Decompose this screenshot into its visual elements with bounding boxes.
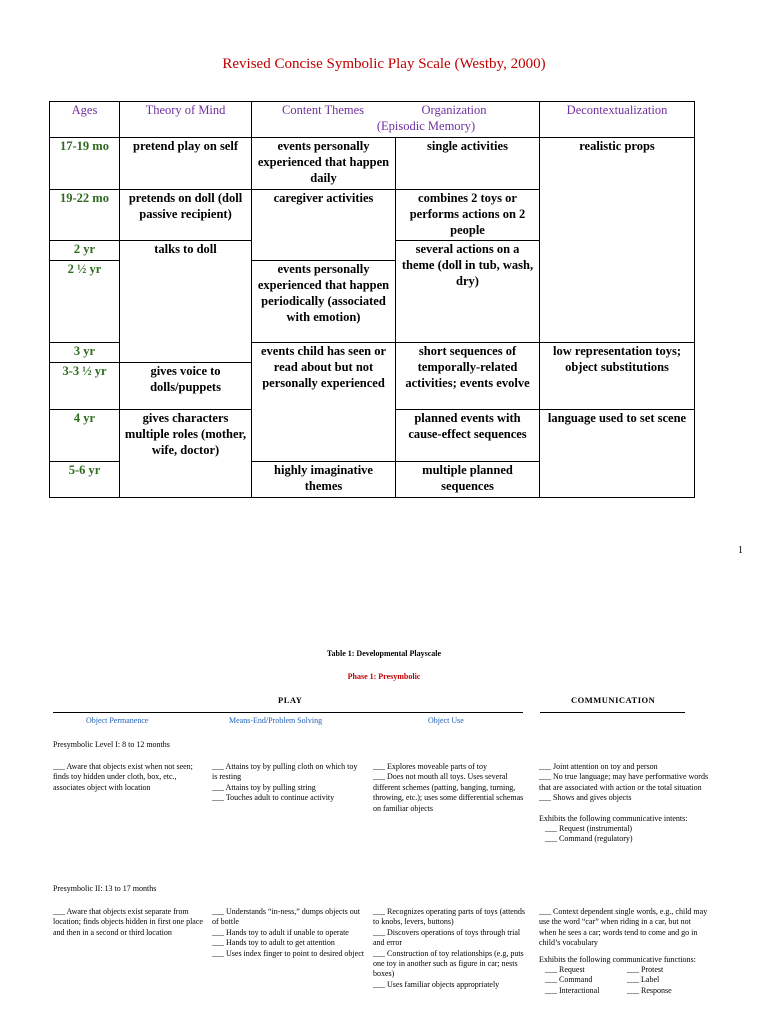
organization-cell: short sequences of temporally-related activities; events evolve: [396, 343, 540, 410]
level-heading: Presymbolic Level I: 8 to 12 months: [53, 740, 170, 749]
list-item: ___ Attains toy by pulling string: [212, 782, 316, 792]
header-theory-of-mind: Theory of Mind: [120, 102, 252, 138]
list-item: ___ Joint attention on toy and person: [539, 762, 658, 771]
subheader-object-permanence: Object Permanence: [86, 716, 149, 725]
table1-title: Table 1: Developmental Playscale: [326, 649, 442, 658]
age-cell: 17-19 mo: [50, 138, 120, 190]
age-cell: 3 yr: [50, 343, 120, 363]
list-item: ___ Understands “in-ness,” dumps objects out of bottle: [212, 907, 360, 927]
decontext-cell: low representation toys; object substitutions: [540, 343, 695, 410]
phase-heading: Phase 1: Presymbolic: [347, 672, 421, 681]
organization-cell: several actions on a theme (doll in tub, wash, dry): [396, 241, 540, 343]
header-ages: Ages: [50, 102, 120, 138]
communication-list: [539, 907, 709, 1024]
age-cell: 5-6 yr: [50, 462, 120, 498]
list-item: ___ Hands toy to adult if unable to operate: [212, 927, 349, 937]
content-cell: events child has seen or read about but not personally experienced: [252, 343, 396, 462]
organization-cell: multiple planned sequences: [396, 462, 540, 498]
header-decontextualization: Decontextualization: [540, 102, 695, 138]
list-item: ___ Uses index finger to point to desired object: [212, 948, 364, 958]
list-item: ___ Shows and gives objects: [539, 793, 632, 803]
list-item: ___ Request: [545, 965, 585, 975]
document-title: Revised Concise Symbolic Play Scale (Westby, 2000): [222, 56, 546, 72]
list-item: ___ Command (regulatory): [545, 834, 633, 844]
list-item: ___ Response: [627, 985, 672, 995]
list-item: ___ No true language; may have performative words that are associated with action or the total situation: [539, 772, 709, 792]
functions-label: Exhibits the following communicative functions:: [539, 954, 696, 964]
object-use-list: [373, 907, 531, 990]
list-item: ___ Hands toy to adult to get attention: [212, 938, 335, 948]
list-item: ___ Construction of toy relationships (e.g, puts one toy in another such as figure in car; nests boxes): [373, 948, 524, 979]
symbolic-play-table: [49, 101, 695, 498]
object-use-list: [373, 762, 528, 814]
list-item: ___ Request (instrumental): [545, 824, 633, 834]
communication-list: [539, 762, 714, 845]
header-organization: Organization: [396, 102, 540, 138]
play-rule: [53, 712, 523, 713]
list-item: ___ Recognizes operating parts of toys (attends to knobs, levers, buttons): [373, 907, 525, 927]
organization-cell: planned events with cause-effect sequences: [396, 410, 540, 462]
play-header: PLAY: [278, 695, 303, 705]
list-item: ___ Command: [545, 975, 593, 985]
level-heading: Presymbolic II: 13 to 17 months: [53, 884, 157, 893]
means-end-list: [212, 907, 364, 959]
decontext-cell: realistic props: [540, 138, 695, 343]
decontext-cell: language used to set scene: [540, 410, 695, 498]
age-cell: 19-22 mo: [50, 190, 120, 241]
content-cell: highly imaginative themes: [252, 462, 396, 498]
tom-cell: gives voice to dolls/puppets: [120, 363, 252, 410]
age-cell: 2 ½ yr: [50, 261, 120, 343]
communication-rule: [540, 712, 685, 713]
tom-cell: pretend play on self: [120, 138, 252, 190]
organization-cell: combines 2 toys or performs actions on 2 people: [396, 190, 540, 241]
list-item: ___ Attains toy by pulling cloth on which toy is resting: [212, 762, 358, 782]
list-item: ___ Explores moveable parts of toy: [373, 762, 487, 771]
object-permanence-text: ___ Aware that objects exist separate from location; finds objects hidden in first one place and then in a second or third location: [53, 907, 203, 937]
list-item: ___ Touches adult to continue activity: [212, 793, 335, 803]
page-number: 1: [738, 545, 743, 556]
list-item: ___ Discovers operations of toys through trial and error: [373, 927, 521, 948]
tom-cell: talks to doll: [120, 241, 252, 343]
header-content-themes: Content Themes (Episodic Memory): [252, 102, 396, 138]
subheader-object-use: Object Use: [428, 716, 464, 725]
object-permanence-text: ___ Aware that objects exist when not seen; finds toy hidden under cloth, box, etc., associates object with location: [53, 762, 193, 792]
list-item: ___ Uses familiar objects appropriately: [373, 979, 500, 989]
organization-cell: single activities: [396, 138, 540, 190]
means-end-list: [212, 762, 364, 804]
intents-label: Exhibits the following communicative intents:: [539, 813, 688, 823]
tom-cell-empty: [120, 343, 252, 363]
communication-header: COMMUNICATION: [571, 695, 656, 705]
list-item: ___ Context dependent single words, e.g., child may use the word “car” when riding in a car, but not when he sees a car; words tend to come and go in child’s vocabulary: [539, 907, 708, 948]
age-cell: 4 yr: [50, 410, 120, 462]
list-item: ___ Label: [627, 975, 660, 985]
tom-cell: gives characters multiple roles (mother, wife, doctor): [120, 410, 252, 498]
content-cell: events personally experienced that happen periodically (associated with emotion): [252, 261, 396, 343]
list-item: ___ Protest: [627, 965, 664, 975]
content-cell-empty: [252, 241, 396, 261]
tom-cell: pretends on doll (doll passive recipient): [120, 190, 252, 241]
age-cell: 2 yr: [50, 241, 120, 261]
age-cell: 3-3 ½ yr: [50, 363, 120, 410]
list-item: ___ Does not mouth all toys. Uses several different schemes (patting, banging, turning, throwing, etc.); uses some differential schemas on familiar objects: [373, 772, 524, 813]
functions-grid: [539, 965, 709, 996]
content-cell: caregiver activities: [252, 190, 396, 241]
list-item: ___ Interactional: [545, 985, 600, 995]
subheader-means-end: Means-End/Problem Solving: [229, 716, 323, 725]
content-cell: events personally experienced that happen daily: [252, 138, 396, 190]
